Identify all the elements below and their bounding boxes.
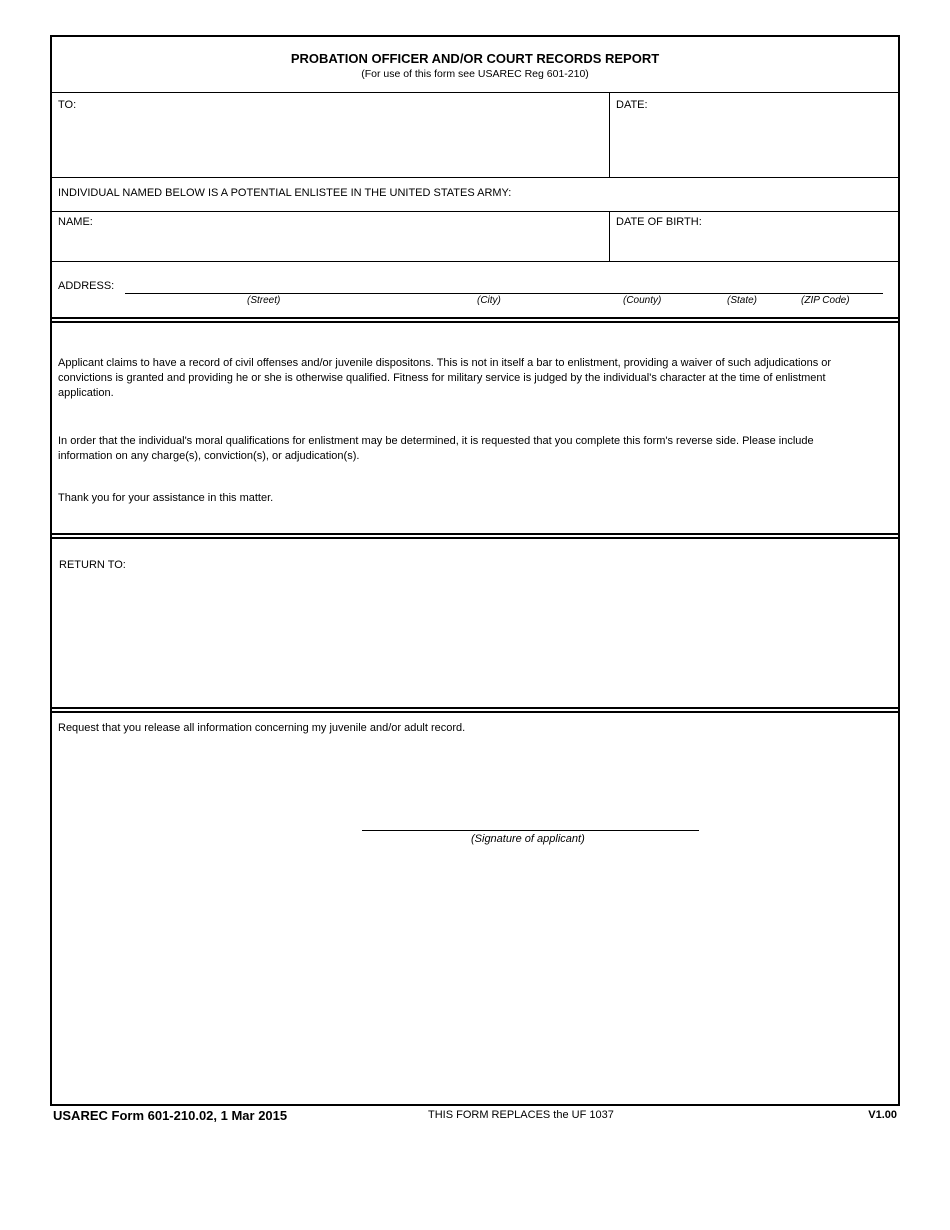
replaces-note: THIS FORM REPLACES the UF 1037 (428, 1109, 614, 1121)
version-label: V1.00 (868, 1109, 897, 1121)
release-request-text: Request that you release all information concerning my juvenile and/or adult record. (58, 722, 466, 734)
name-label: NAME: (58, 216, 93, 228)
date-field[interactable] (611, 93, 898, 176)
city-caption: (City) (477, 295, 501, 306)
street-caption: (Street) (247, 295, 281, 306)
zip-caption: (ZIP Code) (801, 295, 850, 306)
name-field[interactable] (53, 212, 609, 260)
address-underline (125, 293, 883, 294)
form-subtitle: (For use of this form see USAREC Reg 601-210) (361, 68, 589, 80)
enlistee-statement: INDIVIDUAL NAMED BELOW IS A POTENTIAL ENLISTEE IN THE UNITED STATES ARMY: (58, 187, 512, 199)
paragraph-waiver: Applicant claims to have a record of civil offenses and/or juvenile dispositons. This is not in itself a bar to enlistment, providing a waiver of such adjudications or convictions is granted and providing he or she is otherwise qualified. Fitness for military service is judged by the individual's character at the time of enlistment application. (58, 357, 832, 399)
return-to-label: RETURN TO: (59, 559, 126, 571)
section-divider (52, 707, 898, 713)
divider (52, 261, 898, 262)
form-title: PROBATION OFFICER AND/OR COURT RECORDS REPORT (290, 51, 660, 66)
form-number: USAREC Form 601-210.02, 1 Mar 2015 (53, 1108, 288, 1123)
county-caption: (County) (623, 295, 662, 306)
divider (609, 93, 610, 177)
form-frame (50, 35, 900, 1106)
divider (52, 177, 898, 178)
signature-caption: (Signature of applicant) (471, 833, 585, 845)
signature-line (362, 830, 699, 831)
section-divider (52, 533, 898, 539)
to-field[interactable] (53, 93, 609, 176)
signature-field[interactable] (362, 812, 699, 830)
divider (609, 212, 610, 261)
to-label: TO: (58, 99, 77, 111)
date-label: DATE: (616, 99, 648, 111)
paragraph-request: In order that the individual's moral qualifications for enlistment may be determined, it is requested that you complete this form's reverse side. Please include information on any charge(s), conviction(s), or adjudication(s). (58, 435, 814, 462)
paragraph-thanks: Thank you for your assistance in this matter. (58, 492, 274, 504)
dob-label: DATE OF BIRTH: (616, 216, 702, 228)
state-caption: (State) (727, 295, 758, 306)
dob-field[interactable] (611, 212, 898, 260)
section-divider (52, 317, 898, 323)
address-field[interactable] (125, 277, 883, 293)
return-to-field[interactable] (53, 540, 899, 706)
address-label: ADDRESS: (58, 280, 115, 292)
